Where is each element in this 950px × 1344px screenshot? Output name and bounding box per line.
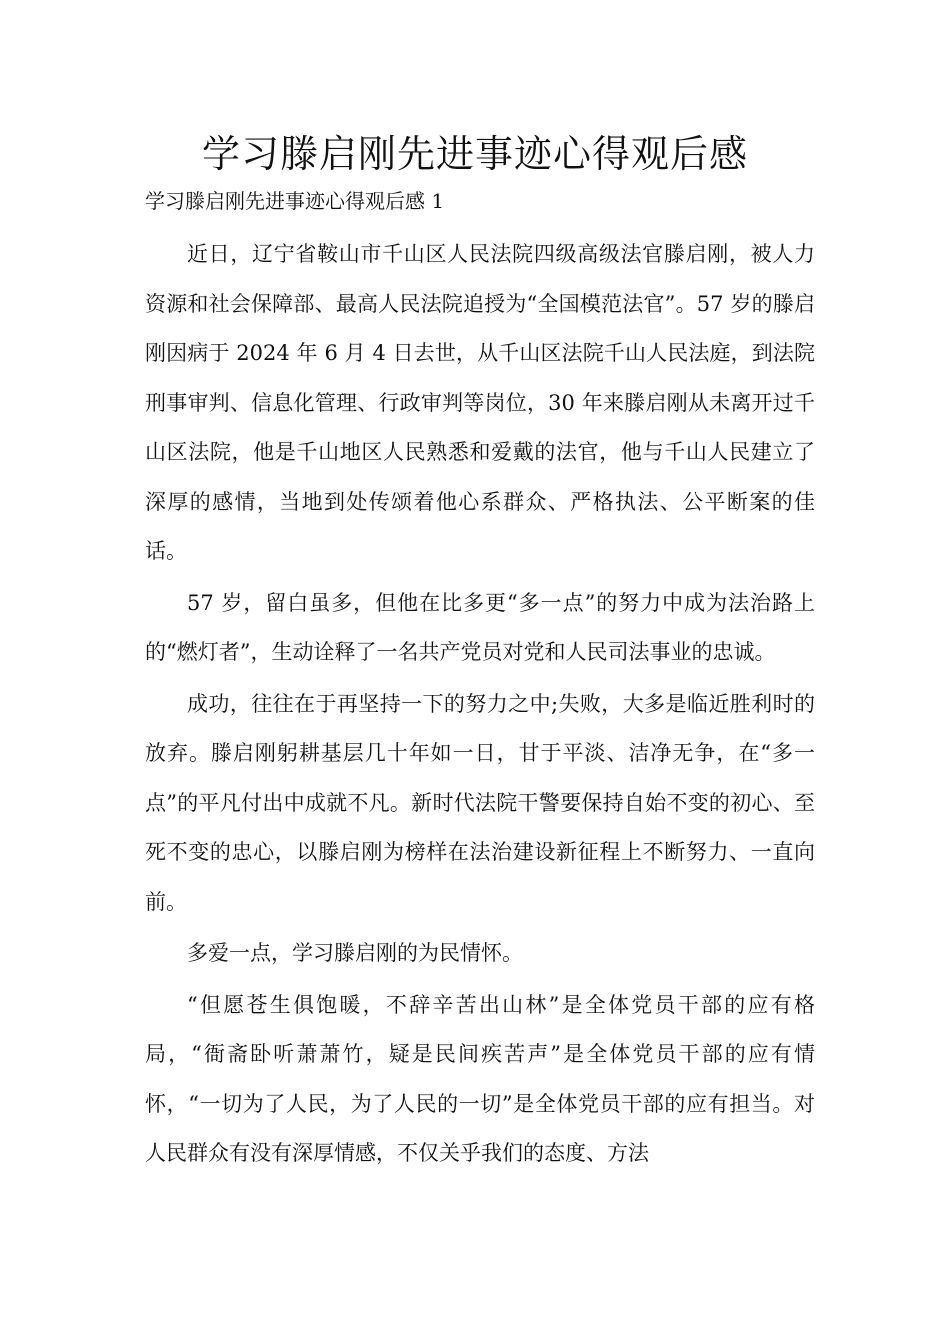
paragraph-5: “但愿苍生俱饱暖，不辞辛苦出山林”是全体党员干部的应有格局，“衙斋卧听萧萧竹，疑是民间疾苦声”是全体党员干部的应有情怀，“一切为了人民，为了人民的一切”是全体党员干部的应有担当。对人民群众有没有深厚情感，不仅关乎我们的态度、方法 (145, 992, 815, 1165)
document-subtitle: 学习滕启刚先进事迹心得观后感 1 (145, 189, 445, 213)
paragraph-3: 成功，往往在于再坚持一下的努力之中;失败，大多是临近胜利时的放弃。滕启刚躬耕基层几十年如一日，甘于平淡、洁净无争，在“多一点”的平凡付出中成就不凡。新时代法院干警要保持自始不变的初心、至死不变的忠心，以滕启刚为榜样在法治建设新征程上不断努力、一直向前。 (145, 691, 815, 914)
paragraph-2: 57 岁，留白虽多，但他在比多更“多一点”的努力中成为法治路上的“燃灯者”，生动诠释了一名共产党员对党和人民司法事业的忠诚。 (145, 590, 815, 664)
paragraph-4: 多爱一点，学习滕启刚的为民情怀。 (187, 941, 523, 965)
document-title: 学习滕启刚先进事迹心得观后感 (201, 132, 748, 176)
document-body (145, 230, 815, 1181)
paragraph-1: 近日，辽宁省鞍山市千山区人民法院四级高级法官滕启刚，被人力资源和社会保障部、最高人民法院追授为“全国模范法官”。57 岁的滕启刚因病于 2024 年 6 月 4 日去世，从千山区法院千山人民法庭，到法院刑事审判、信息化管理、行政审判等岗位，30 年来滕启刚从未离开过千山区法院，他是千山地区人民熟悉和爱戴的法官，他与千山人民建立了深厚的感情，当地到处传颂着他心系群众、严格执法、公平断案的佳话。 (145, 242, 815, 563)
